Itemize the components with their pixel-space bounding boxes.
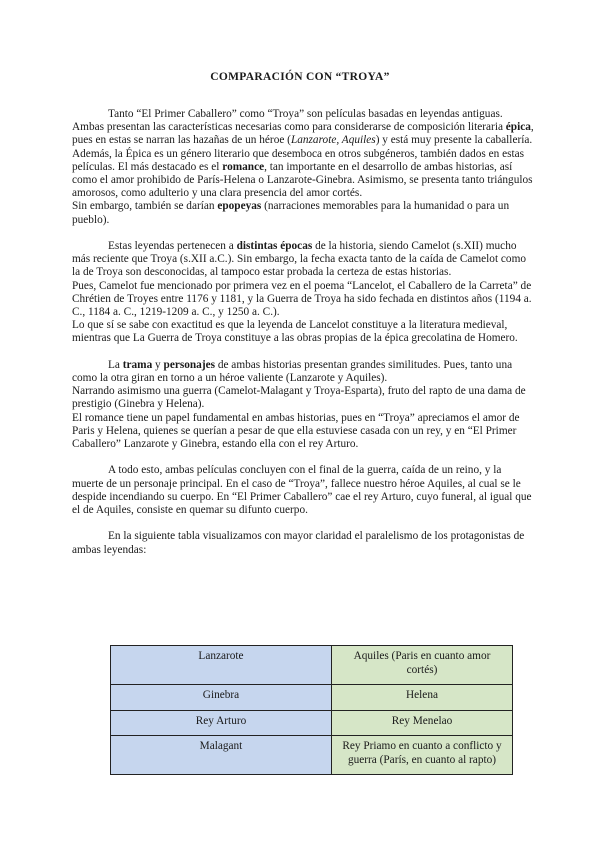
text-run: (narraciones memorables para la humanidad o para un pueblo). [72,200,510,226]
text-run: de la historia, siendo Camelot (s.XII) mucho más reciente que Troya (s.XII a.C.). Sin embargo, la fecha exacta tanto de la caída de Camelot como la de Troya son desconocidas, al tampoco estar probada la certeza de estas historias. [72,240,527,279]
table-cell-left: Malagant [111,736,332,775]
document-body [72,108,534,557]
spacer [72,227,534,240]
text-run: , tan importante en el desarrollo de ambas historias, así como el amor prohibido de París-Helena o Lanzarote-Ginebra. Asimismo, se presenta tanto triángulos amorosos, como adulterio y una clara presencia del amor cortés. [72,160,533,200]
bold-term: trama [122,358,153,371]
table-row [111,736,513,775]
bold-term: personajes [163,358,215,371]
table-cell-right: Rey Menelao [332,710,513,736]
bold-term: épica [505,121,531,134]
table-cell-left: Ginebra [111,685,332,711]
table-cell-left: Lanzarote [111,646,332,685]
text-run: Estas leyendas pertenecen a [108,240,237,253]
paragraph-epopeyas [72,200,534,226]
bold-term: distintas épocas [236,240,313,253]
table-cell-left: Rey Arturo [111,710,332,736]
table-cell-right: Helena [332,685,513,711]
paragraph-romance: El romance tiene un papel fundamental en ambas historias, pues en “Troya” apreciamos el amor de Paris y Helena, quienes se querían a pesar de que ella estuviese casada con un rey, y en “El Primer Caballero” Lanzarote y Ginebra, estando ella con el rey Arturo. [72,411,520,451]
text-run: ) y está muy presente la caballería. Además, la Épica es un género literario que desemboca en otros subgéneros, también dados en estas películas. El más destacado es el [72,134,533,173]
spacer [72,451,534,464]
bold-term: epopeyas [217,200,262,213]
text-run: de ambas historias presentan grandes similitudes. Pues, tanto una como la otra giran en torno a un héroe valiente (Lanzarote y Aquiles). [72,358,513,385]
paragraph-lancelot-literatura: Lo que sí se sabe con exactitud es que la leyenda de Lancelot constituye a la literatura medieval, mientras que La Guerra de Troya constituye a las obras propias de la épica grecolatina de Homero. [72,319,518,345]
paragraph-final: A todo esto, ambas películas concluyen con el final de la guerra, caída de un reino, y la muerte de un personaje principal. En el caso de “Troya”, fallece nuestro héroe Aquiles, al cual se le despide incendiando su cuerpo. En “El Primer Caballero” cae el rey Arturo, cuyo funeral, al igual que el de Aquiles, consiste en quemar su difunto cuerpo. [72,464,532,517]
spacer [72,517,534,530]
italic-term: Lanzarote, Aquiles [290,134,376,147]
text-run: , pues en estas se narran las hazañas de un héroe ( [72,121,534,147]
paragraph-camelot-fecha: Pues, Camelot fue mencionado por primera vez en el poema “Lancelot, el Caballero de la Carreta” de Chrétien de Troyes entre 1176 y 1181, y la Guerra de Troya ha sido fechada en distintos años (1194 a. C., 1184 a. C., 1219-1209 a. C., y 1250 a. C.). [72,279,532,319]
paragraph-tabla-intro: En la siguiente tabla visualizamos con mayor claridad el paralelismo de los protagonistas de ambas leyendas: [72,530,525,556]
paragraph-epica [72,108,534,200]
page-title: COMPARACIÓN CON “TROYA” [210,71,390,83]
spacer [72,346,534,359]
text-run: y [152,358,164,371]
text-run: Tanto “El Primer Caballero” como “Troya” son películas basadas en leyendas antiguas. Ambas presentan las características necesarias como para considerarse de composición literaria [72,108,506,134]
table-row [111,685,513,711]
paragraph-epocas [72,240,534,280]
text-run: Sin embargo, también se darían [72,200,218,213]
comparison-table [110,645,513,775]
table-cell-right: Aquiles (Paris en cuanto amor cortés) [332,646,513,685]
text-run: La [108,358,123,371]
table-row [111,710,513,736]
table-cell-right: Rey Priamo en cuanto a conflicto y guerra (París, en cuanto al rapto) [332,736,513,775]
table-row [111,646,513,685]
paragraph-guerra: Narrando asimismo una guerra (Camelot-Malagant y Troya-Esparta), fruto del rapto de una dama de prestigio (Ginebra y Helena). [72,385,526,411]
bold-term: romance [222,160,265,173]
paragraph-trama [72,359,534,385]
